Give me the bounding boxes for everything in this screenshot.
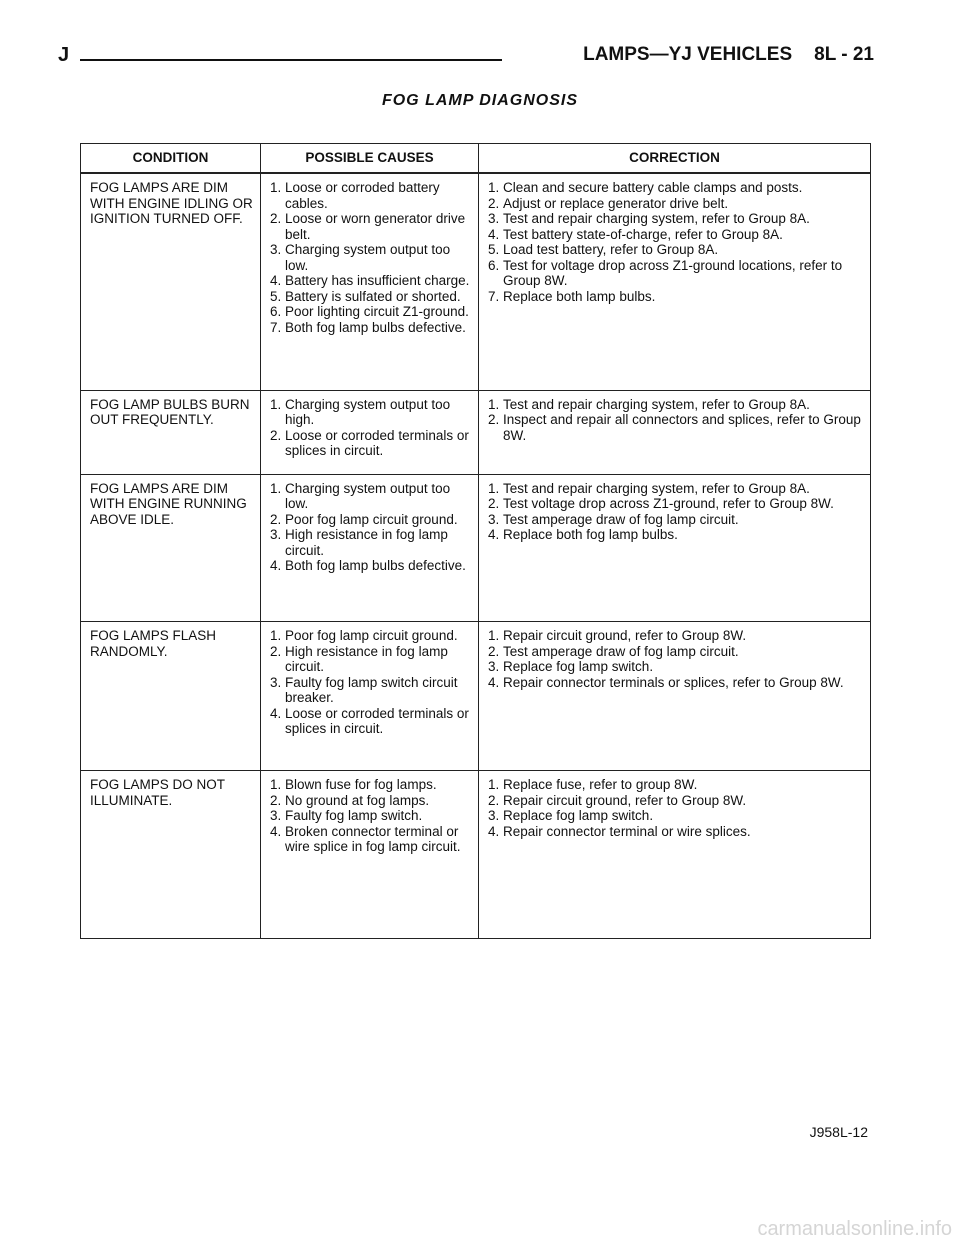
correction-item — [488, 777, 864, 793]
correction-item — [488, 808, 864, 824]
cause-text: Both fog lamp bulbs defective. — [285, 319, 466, 335]
correction-text: Test voltage drop across Z1-ground, refer to Group 8W. — [503, 496, 834, 512]
cause-text: Charging system output too high. — [285, 396, 451, 428]
cause-number: 2. — [270, 511, 282, 527]
table-row — [81, 771, 871, 939]
condition-cell: FOG LAMPS ARE DIM WITH ENGINE RUNNING ABOVE IDLE. — [81, 474, 261, 622]
correction-cell — [479, 390, 871, 474]
correction-text: Inspect and repair all connectors and splices, refer to Group 8W. — [503, 412, 861, 443]
cause-number: 4. — [270, 705, 282, 721]
table-row — [81, 474, 871, 622]
cause-number: 2. — [270, 427, 282, 443]
column-header-condition: CONDITION — [81, 144, 261, 174]
cause-item — [270, 428, 472, 459]
cause-item — [270, 242, 472, 273]
cause-item — [270, 320, 472, 336]
condition-cell: FOG LAMPS FLASH RANDOMLY. — [81, 622, 261, 771]
cause-text: Charging system output too low. — [285, 480, 451, 512]
cause-item — [270, 211, 472, 242]
cause-item — [270, 808, 472, 824]
cause-item — [270, 273, 472, 289]
cause-number: 2. — [270, 643, 282, 659]
cause-item — [270, 628, 472, 644]
correction-text: Load test battery, refer to Group 8A. — [503, 242, 719, 257]
cause-number: 4. — [270, 558, 282, 574]
cause-number: 3. — [270, 242, 282, 257]
correction-number: 1. — [488, 480, 500, 496]
correction-number: 1. — [488, 180, 500, 195]
correction-item — [488, 242, 864, 258]
cause-number: 4. — [270, 823, 282, 839]
cause-number: 3. — [270, 674, 282, 690]
correction-number: 3. — [488, 511, 500, 527]
cause-item — [270, 304, 472, 320]
correction-number: 1. — [488, 396, 500, 412]
correction-text: Replace fog lamp switch. — [503, 659, 654, 675]
cause-item — [270, 824, 472, 855]
table-row — [81, 390, 871, 474]
correction-number: 2. — [488, 412, 500, 428]
correction-item — [488, 196, 864, 212]
correction-item — [488, 675, 864, 691]
cause-text: Battery is sulfated or shorted. — [285, 288, 461, 304]
cause-item — [270, 527, 472, 558]
section-title: LAMPS—YJ VEHICLES — [583, 44, 793, 65]
header-right — [583, 44, 874, 66]
cause-item — [270, 397, 472, 428]
correction-item — [488, 289, 864, 305]
correction-number: 5. — [488, 242, 500, 257]
cause-item — [270, 512, 472, 528]
cause-text: Loose or worn generator drive belt. — [285, 211, 466, 242]
correction-item — [488, 793, 864, 809]
correction-item — [488, 481, 864, 497]
correction-number: 4. — [488, 527, 500, 543]
correction-item — [488, 496, 864, 512]
correction-item — [488, 397, 864, 413]
cause-item — [270, 706, 472, 737]
correction-text: Test amperage draw of fog lamp circuit. — [503, 511, 739, 527]
correction-text: Test and repair charging system, refer to Group 8A. — [503, 211, 810, 226]
correction-item — [488, 180, 864, 196]
cause-cell — [261, 474, 479, 622]
cause-number: 7. — [270, 319, 282, 335]
cause-cell — [261, 390, 479, 474]
correction-text: Replace fog lamp switch. — [503, 808, 654, 824]
correction-number: 3. — [488, 808, 500, 824]
correction-text: Adjust or replace generator drive belt. — [503, 195, 729, 211]
cause-text: Blown fuse for fog lamps. — [285, 777, 437, 793]
diagnosis-table — [80, 143, 871, 939]
correction-item — [488, 512, 864, 528]
column-header-causes: POSSIBLE CAUSES — [261, 144, 479, 174]
correction-number: 4. — [488, 823, 500, 839]
page-header — [58, 44, 874, 76]
condition-cell: FOG LAMP BULBS BURN OUT FREQUENTLY. — [81, 390, 261, 474]
correction-number: 1. — [488, 777, 500, 793]
cause-item — [270, 289, 472, 305]
correction-item — [488, 227, 864, 243]
cause-number: 5. — [270, 288, 282, 304]
column-header-correction: CORRECTION — [479, 144, 871, 174]
correction-number: 3. — [488, 659, 500, 675]
cause-number: 3. — [270, 527, 282, 543]
condition-cell: FOG LAMPS DO NOT ILLUMINATE. — [81, 771, 261, 939]
cause-cell — [261, 622, 479, 771]
cause-text: Faulty fog lamp switch. — [285, 808, 423, 824]
cause-item — [270, 777, 472, 793]
correction-cell — [479, 474, 871, 622]
correction-number: 2. — [488, 195, 500, 211]
cause-number: 1. — [270, 180, 282, 195]
diagnosis-table-container — [80, 143, 870, 939]
correction-item — [488, 527, 864, 543]
correction-text: Test and repair charging system, refer to Group 8A. — [503, 396, 810, 412]
page-number: 8L - 21 — [814, 44, 874, 65]
correction-text: Repair circuit ground, refer to Group 8W. — [503, 628, 747, 644]
correction-number: 2. — [488, 792, 500, 808]
header-rule — [80, 59, 502, 61]
cause-number: 6. — [270, 304, 282, 319]
cause-cell — [261, 771, 479, 939]
correction-number: 4. — [488, 674, 500, 690]
cause-text: Charging system output too low. — [285, 242, 451, 273]
cause-text: Poor fog lamp circuit ground. — [285, 628, 458, 644]
correction-cell — [479, 622, 871, 771]
table-row — [81, 173, 871, 390]
correction-cell — [479, 173, 871, 390]
correction-text: Test and repair charging system, refer to Group 8A. — [503, 480, 810, 496]
table-body — [81, 173, 871, 939]
cause-item — [270, 675, 472, 706]
correction-number: 7. — [488, 288, 500, 304]
cause-text: Loose or corroded terminals or splices in circuit. — [285, 705, 469, 737]
correction-item — [488, 659, 864, 675]
page-title: FOG LAMP DIAGNOSIS — [381, 92, 579, 109]
cause-number: 2. — [270, 792, 282, 808]
correction-item — [488, 644, 864, 660]
section-letter: J — [58, 44, 70, 66]
correction-cell — [479, 771, 871, 939]
cause-text: Poor fog lamp circuit ground. — [285, 511, 458, 527]
cause-number: 1. — [270, 480, 282, 496]
cause-text: Broken connector terminal or wire splice in fog lamp circuit. — [285, 823, 461, 855]
correction-text: Replace fuse, refer to group 8W. — [503, 777, 698, 793]
table-header-row — [81, 144, 871, 174]
cause-text: Poor lighting circuit Z1-ground. — [285, 304, 469, 319]
correction-text: Test for voltage drop across Z1-ground locations, refer to Group 8W. — [503, 257, 843, 288]
cause-text: Loose or corroded terminals or splices in circuit. — [285, 427, 469, 459]
cause-number: 4. — [270, 273, 282, 288]
cause-text: Battery has insufficient charge. — [285, 273, 470, 288]
cause-item — [270, 180, 472, 211]
cause-item — [270, 793, 472, 809]
correction-item — [488, 211, 864, 227]
cause-cell — [261, 173, 479, 390]
correction-text: Test battery state-of-charge, refer to Group 8A. — [503, 226, 783, 242]
cause-number: 1. — [270, 396, 282, 412]
figure-code: J958L-12 — [809, 1124, 868, 1140]
correction-text: Replace both fog lamp bulbs. — [503, 527, 678, 543]
correction-text: Repair circuit ground, refer to Group 8W. — [503, 792, 747, 808]
cause-number: 1. — [270, 628, 282, 644]
table-row — [81, 622, 871, 771]
cause-text: High resistance in fog lamp circuit. — [285, 527, 448, 558]
cause-item — [270, 644, 472, 675]
correction-number: 6. — [488, 257, 500, 273]
cause-text: Loose or corroded battery cables. — [285, 180, 440, 211]
cause-text: Faulty fog lamp switch circuit breaker. — [285, 674, 458, 706]
correction-text: Clean and secure battery cable clamps and posts. — [503, 180, 803, 195]
correction-text: Replace both lamp bulbs. — [503, 288, 656, 304]
correction-text: Repair connector terminal or wire splices. — [503, 823, 751, 839]
correction-number: 1. — [488, 628, 500, 644]
cause-item — [270, 481, 472, 512]
cause-number: 3. — [270, 808, 282, 824]
correction-number: 2. — [488, 496, 500, 512]
correction-number: 3. — [488, 211, 500, 226]
cause-item — [270, 558, 472, 574]
correction-number: 4. — [488, 226, 500, 242]
cause-number: 2. — [270, 211, 282, 226]
correction-item — [488, 628, 864, 644]
correction-item — [488, 258, 864, 289]
correction-item — [488, 412, 864, 443]
cause-text: High resistance in fog lamp circuit. — [285, 643, 448, 675]
correction-item — [488, 824, 864, 840]
correction-text: Repair connector terminals or splices, refer to Group 8W. — [503, 674, 844, 690]
correction-number: 2. — [488, 643, 500, 659]
cause-number: 1. — [270, 777, 282, 793]
cause-text: No ground at fog lamps. — [285, 792, 430, 808]
condition-cell: FOG LAMPS ARE DIM WITH ENGINE IDLING OR IGNITION TURNED OFF. — [81, 173, 261, 390]
correction-text: Test amperage draw of fog lamp circuit. — [503, 643, 739, 659]
cause-text: Both fog lamp bulbs defective. — [285, 558, 466, 574]
watermark: carmanualsonline.info — [757, 1218, 952, 1240]
